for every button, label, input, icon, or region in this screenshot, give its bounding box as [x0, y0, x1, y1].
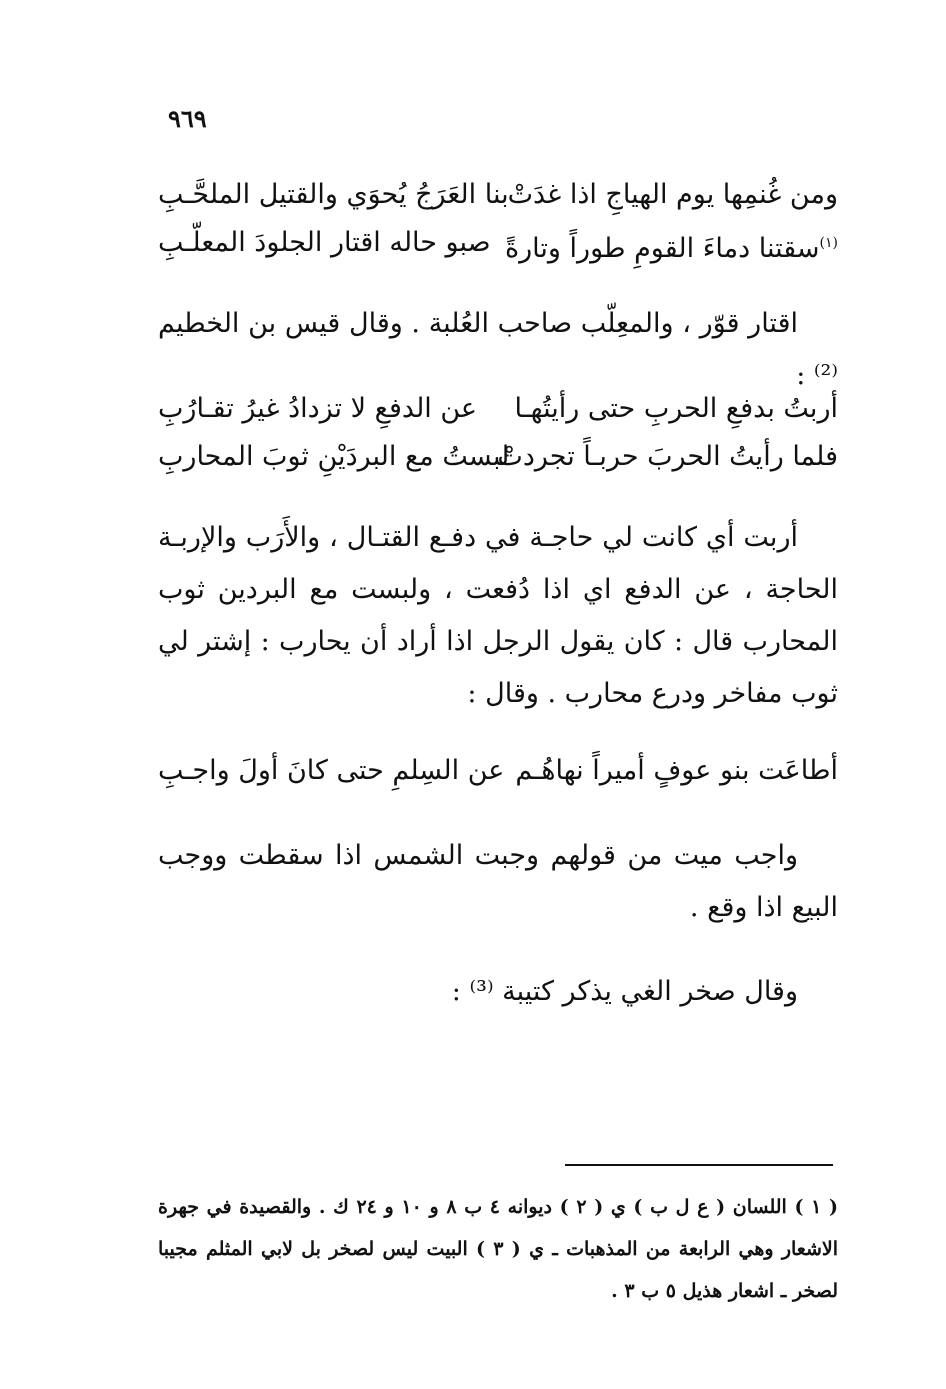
verse-first-hemistich: ومن غُنمِها يوم الهياجِ اذا غدَتْ	[507, 179, 838, 210]
page-number: ٩٦٩	[168, 104, 207, 133]
paragraph-text: أربت أي كانت لي حاجـة في دفـع القتـال ، والأَرَب والإربـة الحاجة ، عن الدفع اي اذا دُفعت ، ولبست مع البردين ثوب المحارب قال : كان يقول الرجل اذا أراد أن يحارب : إشتر لي ثوب مفاخر ودرع محارب . وقال :	[158, 522, 838, 709]
verse-second-hemistich: بنا العَرَجُ يُحوَي والقتيل الملحَّـبِ	[158, 179, 509, 210]
footnote-text: ( ١ ) اللسان ( ع ل ب ) ي ( ٢ ) ديوانه ٤ ب ٨ و ١٠ و ٢٤ ك . والقصيدة في جهرة الاشعار وهي الرابعة من المذهبات ـ ي ( ٣ ) البيت ليس لصخر بل لابي المثلم مجيبا لصخر ـ اشعار هذيل ٥ ب ٣ .	[158, 1196, 839, 1302]
verse-first-hemistich: فلما رأيتُ الحربَ حربـاً تجردتْ	[497, 441, 838, 472]
prose-paragraph	[158, 966, 838, 1018]
verse-second-hemistich: عن السِلمِ حتى كانَ أولَ واجـبِ	[158, 755, 505, 786]
verse-first-hemistich: أطاعَت بنو عوفٍ أميراً نهاهُـم	[515, 755, 838, 786]
verse-line	[158, 384, 838, 434]
verse-line	[158, 218, 838, 268]
verse-first-hemistich: أربتُ بدفعِ الحربِ حتى رأيتُهـا	[514, 393, 838, 424]
verse-second-hemistich: صبو حاله اقتار الجلودَ المعلّـبِ	[158, 227, 491, 258]
prose-paragraph	[158, 830, 838, 934]
prose-paragraph	[158, 512, 838, 720]
paragraph-text: واجب ميت من قولهم وجبت الشمس اذا سقطت ووجب البيع اذا وقع .	[158, 840, 838, 923]
verse-first-hemistich	[505, 218, 838, 274]
footnotes	[158, 1186, 838, 1312]
verse-line	[158, 432, 838, 482]
verse-second-hemistich: لبستُ مع البردَيْنِ ثوبَ المحاربِ	[158, 441, 510, 472]
paragraph-text: وقال صخر الغي يذكر كتيبة ⁽³⁾ :	[451, 976, 798, 1007]
verse-line	[158, 170, 838, 220]
footnote-marker: (١)	[819, 235, 838, 251]
verse-first-hemistich-text: سقتنا دماءَ القومِ طوراً وتارةً	[504, 233, 820, 264]
verse-line	[158, 746, 838, 796]
footnote-divider	[565, 1164, 833, 1166]
verse-second-hemistich: عن الدفعِ لا تزدادُ غيرُ تقـارُبِ	[158, 393, 478, 424]
paragraph-text: اقتار قوّر ، والمعِلّب صاحب العُلبة . وقال قيس بن الخطيم ⁽²⁾ :	[158, 308, 838, 391]
